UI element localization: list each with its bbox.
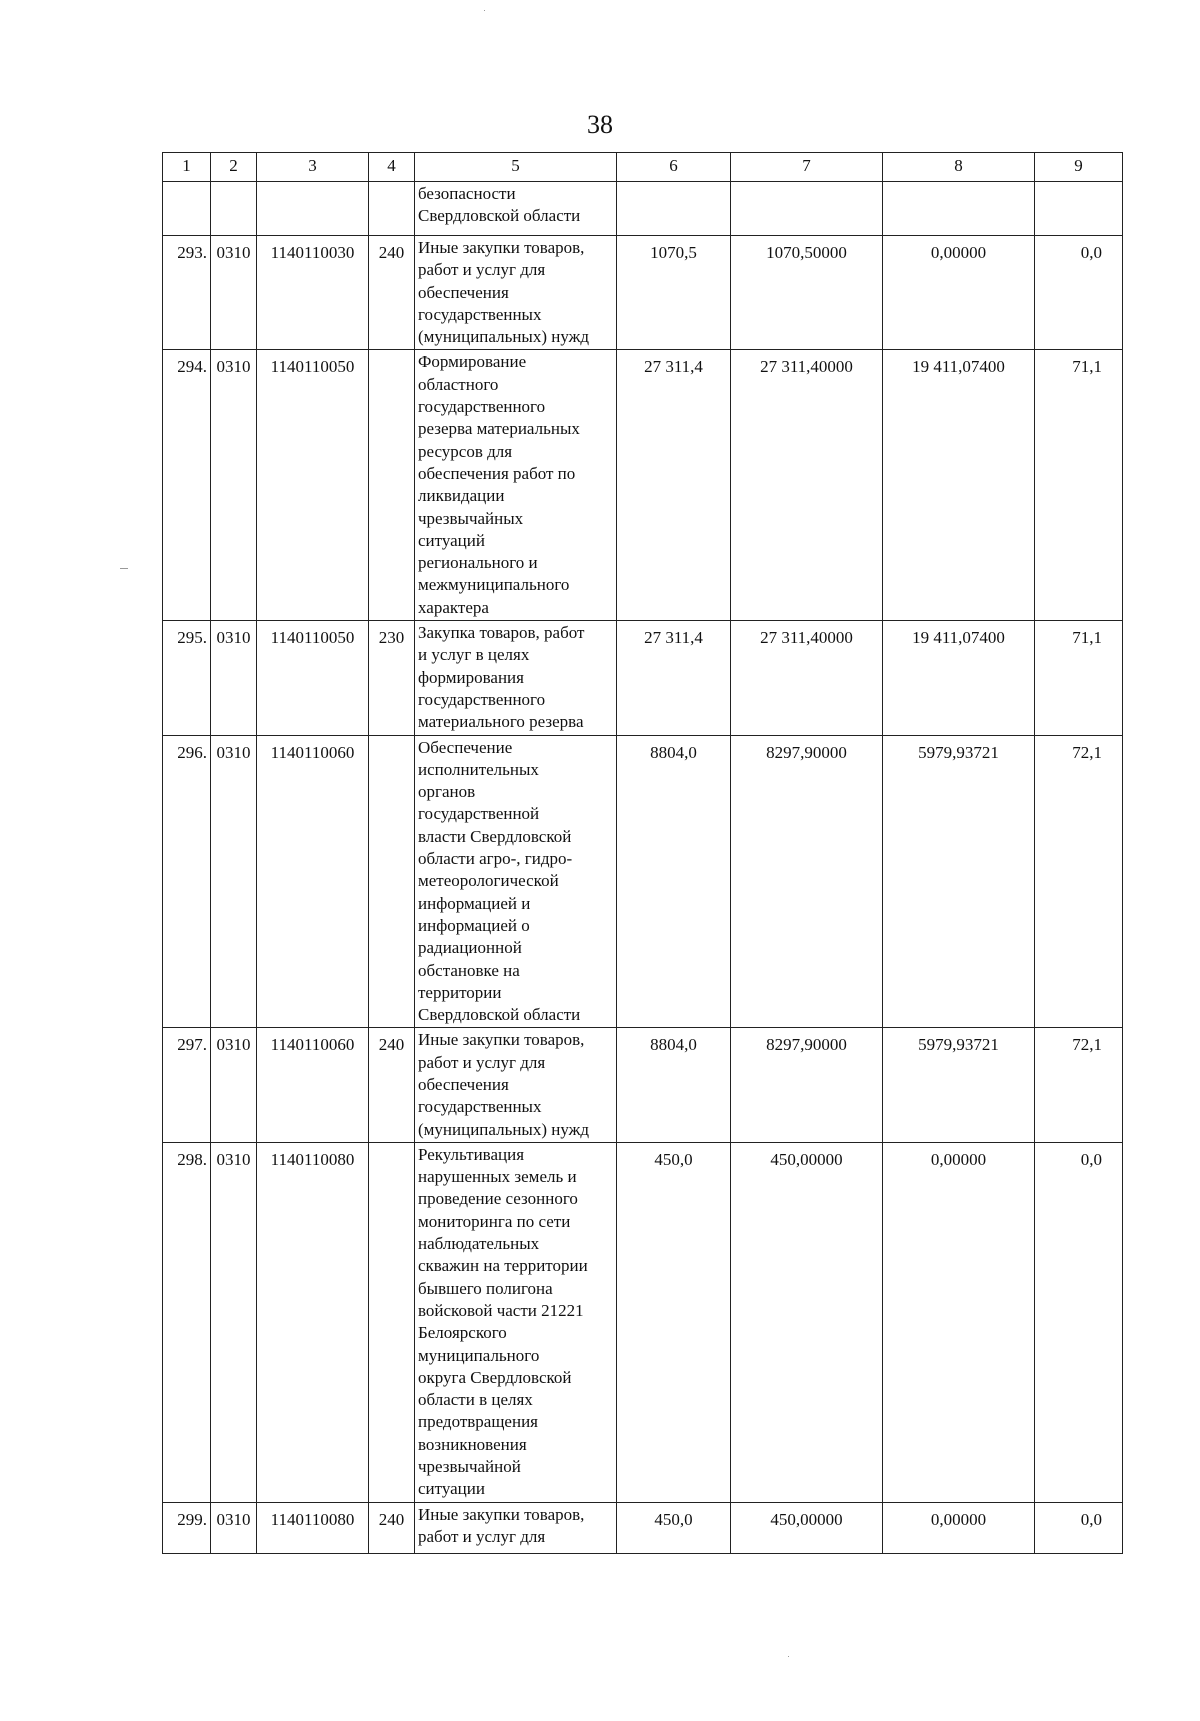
item-name-line: территории xyxy=(418,982,502,1002)
header-cell: 1 xyxy=(163,153,211,182)
item-name xyxy=(415,735,617,1028)
plan-amount: 450,0 xyxy=(617,1502,731,1553)
executed-amount: 5979,93721 xyxy=(883,1028,1035,1142)
item-name-line: работ и услуг для xyxy=(418,1052,546,1072)
item-name-line: ситуаций xyxy=(418,530,485,550)
table-row xyxy=(163,1502,1123,1553)
target-code xyxy=(257,182,369,236)
item-name-line: работ и услуг для xyxy=(418,1526,546,1546)
item-name-line: (муниципальных) нужд xyxy=(418,1119,590,1139)
target-code: 1140110080 xyxy=(257,1502,369,1553)
expense-type: 230 xyxy=(369,621,415,735)
item-name-line: обеспечения xyxy=(418,1074,509,1094)
item-name-line: Свердловской области xyxy=(418,1005,581,1025)
item-name-line: работ и услуг для xyxy=(418,260,546,280)
expense-type xyxy=(369,350,415,621)
item-name-line: предотвращения xyxy=(418,1412,538,1432)
item-name-line: войсковой части 21221 xyxy=(418,1300,584,1320)
item-name-line: Белоярского xyxy=(418,1323,507,1343)
execution-percent xyxy=(1035,182,1123,236)
header-cell: 7 xyxy=(731,153,883,182)
item-name-line: чрезвычайной xyxy=(418,1457,521,1477)
budget-table xyxy=(162,152,1123,1554)
row-number: 294. xyxy=(163,350,211,621)
item-name-line: обеспечения работ по xyxy=(418,463,576,483)
plan-amount: 8804,0 xyxy=(617,735,731,1028)
item-name-line: государственных xyxy=(418,304,542,324)
item-name-line: области агро-, гидро- xyxy=(418,849,573,869)
section-code: 0310 xyxy=(211,621,257,735)
plan-amount xyxy=(617,182,731,236)
item-name xyxy=(415,182,617,236)
section-code: 0310 xyxy=(211,350,257,621)
item-name-line: Рекультивация xyxy=(418,1144,525,1164)
limits-amount: 27 311,40000 xyxy=(731,621,883,735)
item-name-line: областного xyxy=(418,374,499,394)
section-code xyxy=(211,182,257,236)
table-header-row xyxy=(163,153,1123,182)
item-name-line: государственных xyxy=(418,1097,542,1117)
item-name-line: информацией о xyxy=(418,915,530,935)
target-code: 1140110060 xyxy=(257,1028,369,1142)
item-name xyxy=(415,1502,617,1553)
limits-amount: 27 311,40000 xyxy=(731,350,883,621)
item-name-line: органов xyxy=(418,782,476,802)
execution-percent: 72,1 xyxy=(1035,1028,1123,1142)
target-code: 1140110050 xyxy=(257,621,369,735)
expense-type xyxy=(369,735,415,1028)
item-name-line: проведение сезонного xyxy=(418,1189,578,1209)
header-cell: 6 xyxy=(617,153,731,182)
expense-type: 240 xyxy=(369,236,415,350)
executed-amount: 19 411,07400 xyxy=(883,621,1035,735)
item-name-line: обеспечения xyxy=(418,282,509,302)
item-name-line: скважин на территории xyxy=(418,1256,588,1276)
item-name-line: обстановке на xyxy=(418,960,520,980)
plan-amount: 27 311,4 xyxy=(617,621,731,735)
item-name-line: области в целях xyxy=(418,1390,533,1410)
table-row xyxy=(163,1142,1123,1502)
expense-type: 240 xyxy=(369,1502,415,1553)
execution-percent: 71,1 xyxy=(1035,621,1123,735)
item-name-line: исполнительных xyxy=(418,759,539,779)
row-number xyxy=(163,182,211,236)
target-code: 1140110060 xyxy=(257,735,369,1028)
limits-amount: 8297,90000 xyxy=(731,1028,883,1142)
item-name-line: Свердловской области xyxy=(418,206,581,226)
item-name-line: характера xyxy=(418,597,489,617)
scan-speck xyxy=(484,10,485,11)
item-name-line: Иные закупки товаров, xyxy=(418,1504,585,1524)
table-row xyxy=(163,236,1123,350)
item-name-line: радиационной xyxy=(418,938,522,958)
item-name-line: государственного xyxy=(418,397,546,417)
target-code: 1140110080 xyxy=(257,1142,369,1502)
section-code: 0310 xyxy=(211,1142,257,1502)
limits-amount xyxy=(731,182,883,236)
item-name-line: государственного xyxy=(418,689,546,709)
item-name-line: ситуации xyxy=(418,1479,485,1499)
scan-speck xyxy=(120,568,128,569)
item-name-line: власти Свердловской xyxy=(418,826,572,846)
item-name-line: возникновения xyxy=(418,1434,527,1454)
item-name xyxy=(415,236,617,350)
execution-percent: 0,0 xyxy=(1035,1142,1123,1502)
table-row xyxy=(163,1028,1123,1142)
section-code: 0310 xyxy=(211,1502,257,1553)
item-name-line: государственной xyxy=(418,804,540,824)
item-name-line: метеорологической xyxy=(418,871,559,891)
table-row xyxy=(163,621,1123,735)
item-name-line: формирования xyxy=(418,667,524,687)
expense-type xyxy=(369,1142,415,1502)
executed-amount: 0,00000 xyxy=(883,1142,1035,1502)
item-name-line: (муниципальных) нужд xyxy=(418,327,590,347)
item-name-line: чрезвычайных xyxy=(418,508,524,528)
execution-percent: 0,0 xyxy=(1035,236,1123,350)
header-cell: 8 xyxy=(883,153,1035,182)
item-name-line: наблюдательных xyxy=(418,1234,540,1254)
item-name-line: и услуг в целях xyxy=(418,645,530,665)
execution-percent: 71,1 xyxy=(1035,350,1123,621)
executed-amount: 0,00000 xyxy=(883,236,1035,350)
item-name-line: регионального и xyxy=(418,553,538,573)
header-cell: 5 xyxy=(415,153,617,182)
table-row xyxy=(163,735,1123,1028)
item-name-line: Формирование xyxy=(418,352,527,372)
section-code: 0310 xyxy=(211,1028,257,1142)
limits-amount: 450,00000 xyxy=(731,1142,883,1502)
plan-amount: 450,0 xyxy=(617,1142,731,1502)
row-number: 299. xyxy=(163,1502,211,1553)
execution-percent: 0,0 xyxy=(1035,1502,1123,1553)
row-number: 295. xyxy=(163,621,211,735)
header-cell: 9 xyxy=(1035,153,1123,182)
header-cell: 3 xyxy=(257,153,369,182)
row-number: 297. xyxy=(163,1028,211,1142)
section-code: 0310 xyxy=(211,236,257,350)
header-cell: 2 xyxy=(211,153,257,182)
item-name-line: Иные закупки товаров, xyxy=(418,1030,585,1050)
executed-amount: 5979,93721 xyxy=(883,735,1035,1028)
target-code: 1140110030 xyxy=(257,236,369,350)
expense-type: 240 xyxy=(369,1028,415,1142)
plan-amount: 8804,0 xyxy=(617,1028,731,1142)
plan-amount: 27 311,4 xyxy=(617,350,731,621)
limits-amount: 1070,50000 xyxy=(731,236,883,350)
item-name-line: Обеспечение xyxy=(418,737,513,757)
item-name xyxy=(415,1028,617,1142)
page-number: 38 xyxy=(587,110,613,139)
executed-amount xyxy=(883,182,1035,236)
row-number: 296. xyxy=(163,735,211,1028)
table-row xyxy=(163,350,1123,621)
item-name-line: нарушенных земель и xyxy=(418,1167,577,1187)
section-code: 0310 xyxy=(211,735,257,1028)
item-name-line: бывшего полигона xyxy=(418,1278,553,1298)
item-name-line: резерва материальных xyxy=(418,419,580,439)
execution-percent: 72,1 xyxy=(1035,735,1123,1028)
executed-amount: 19 411,07400 xyxy=(883,350,1035,621)
plan-amount: 1070,5 xyxy=(617,236,731,350)
item-name-line: информацией и xyxy=(418,893,531,913)
item-name-line: ресурсов для xyxy=(418,441,513,461)
expense-type xyxy=(369,182,415,236)
table-row xyxy=(163,182,1123,236)
limits-amount: 450,00000 xyxy=(731,1502,883,1553)
item-name-line: ликвидации xyxy=(418,486,505,506)
item-name xyxy=(415,621,617,735)
item-name-line: муниципального xyxy=(418,1345,540,1365)
scan-speck xyxy=(788,1656,789,1657)
item-name-line: безопасности xyxy=(418,184,516,203)
item-name xyxy=(415,350,617,621)
executed-amount: 0,00000 xyxy=(883,1502,1035,1553)
item-name xyxy=(415,1142,617,1502)
target-code: 1140110050 xyxy=(257,350,369,621)
item-name-line: межмуниципального xyxy=(418,575,570,595)
item-name-line: Иные закупки товаров, xyxy=(418,238,585,257)
item-name-line: округа Свердловской xyxy=(418,1367,572,1387)
item-name-line: мониторинга по сети xyxy=(418,1211,571,1231)
item-name-line: Закупка товаров, работ xyxy=(418,623,585,643)
row-number: 293. xyxy=(163,236,211,350)
row-number: 298. xyxy=(163,1142,211,1502)
item-name-line: материального резерва xyxy=(418,712,584,732)
header-cell: 4 xyxy=(369,153,415,182)
limits-amount: 8297,90000 xyxy=(731,735,883,1028)
